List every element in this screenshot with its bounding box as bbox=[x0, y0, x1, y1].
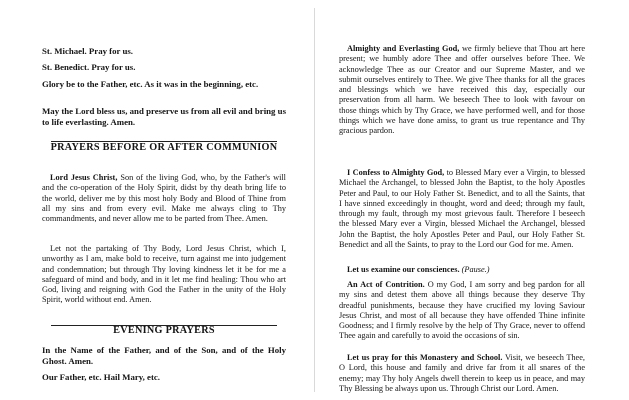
prayer-lord-jesus-text: Son of the living God, who, by the Father's will and the co-operation of the Holy Spirit, didst by thy death bring life to the world, deliver me by this most holy Body and Blood of Thine from all my sins and from every evil. Make me always cling to Thy commandments, and never allow me to be parted from Thee. Amen. bbox=[42, 173, 286, 224]
prayer-monastery-school bbox=[339, 353, 585, 394]
prayer-lord-jesus-christ bbox=[42, 173, 286, 224]
heading-communion: PRAYERS BEFORE OR AFTER COMMUNION bbox=[50, 142, 278, 153]
prayer-act-of-contrition bbox=[339, 280, 585, 342]
prayer-our-father: Our Father, etc. Hail Mary, etc. bbox=[42, 372, 160, 382]
line-examine-consciences bbox=[339, 265, 585, 275]
prayer-monastery-text: Visit, we beseech Thee, O Lord, this house and family and drive far from it all snares of the enemy; may Thy holy Angels dwell therein to keep us in peace, and may Thy Blessing be always upon us. Through Christ our Lord. Amen. bbox=[339, 353, 585, 393]
prayer-almighty-lead: Almighty and Everlasting God, bbox=[347, 44, 460, 53]
line-st-benedict: St. Benedict. Pray for us. bbox=[42, 62, 136, 72]
examine-text: Let us examine our consciences. bbox=[347, 265, 460, 274]
prayer-let-not-partaking: Let not the partaking of Thy Body, Lord Jesus Christ, which I, unworthy as I am, make bold to receive, turn against me into judgement and condemnation; but through Thy loving kindness let it be for me a safeguard of mind and body, and in it let me find healing: Thou who art God, living and reigning with God the Father in the unity of the Holy Spirit, world without end. Amen. bbox=[42, 244, 286, 305]
prayer-monastery-lead: Let us pray for this Monastery and School. bbox=[347, 353, 503, 362]
line-lord-bless-us: May the Lord bless us, and preserve us from all evil and bring us to life everlasting. Amen. bbox=[42, 106, 286, 127]
page-gutter bbox=[314, 8, 315, 392]
prayer-almighty-text: we firmly believe that Thou art here present; we humbly adore Thee and offer ourselves before Thee. We acknowledge Thee as our Creator and our Supreme Master, and we submit ourselves entirely to Thee. We give Thee thanks for all the graces and blessings which we have received this day, especially our preservation from all harm. We beseech Thee to look with favour on those things which by Thy Grace, we have performed well, and for those things which we have done amiss, to grant us true repentance and Thy gracious pardon. bbox=[339, 44, 586, 136]
prayer-contrition-lead: An Act of Contrition. bbox=[347, 280, 425, 289]
prayer-confiteor-lead: I Confess to Almighty God, bbox=[347, 168, 445, 177]
heading-evening-prayers: EVENING PRAYERS bbox=[113, 325, 215, 336]
prayer-confiteor-text: to Blessed Mary ever a Virgin, to blessed Michael the Archangel, to blessed John the Baptist, to the holy Apostles Peter and Paul, to our Holy Father St. Benedict, and to all the Saints, that I have sinned exceedingly in thought, word and deed; through my fault, through my fault, through my most grievous fault. Therefore I beseech the blessed Mary ever a Virgin, blessed Michael the Archangel, blessed John the Baptist, the holy Apostles Peter and Paul, our Holy Father St. Benedict and all the Saints, to pray to the Lord our God for me. Amen. bbox=[339, 168, 585, 250]
prayer-in-the-name: In the Name of the Father, and of the Son, and of the Holy Ghost. Amen. bbox=[42, 345, 286, 366]
prayer-almighty-god bbox=[339, 44, 585, 137]
line-st-michael: St. Michael. Pray for us. bbox=[42, 46, 133, 56]
prayer-contrition-text: O my God, I am sorry and beg pardon for all my sins and detest them above all things because they deserve Thy dreadful punishments, because they have crucified my loving Saviour Jesus Christ, and most of all because they have offended Thine infinite Goodness; and I firmly resolve by the help of Thy Grace, never to offend Thee again and carefully to avoid the occasions of sin. bbox=[339, 280, 585, 341]
line-glory-be: Glory be to the Father, etc. As it was in the beginning, etc. bbox=[42, 79, 259, 89]
pause-text: (Pause.) bbox=[461, 265, 490, 274]
prayer-confiteor bbox=[339, 168, 585, 250]
prayer-lord-jesus-lead: Lord Jesus Christ, bbox=[50, 173, 118, 182]
